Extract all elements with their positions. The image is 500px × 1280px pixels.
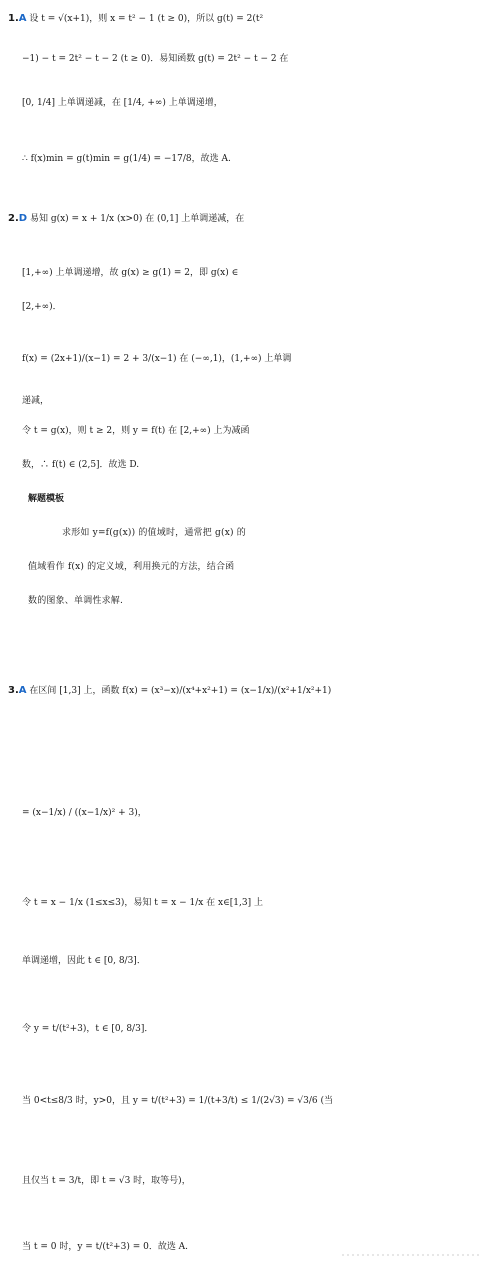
problem-1-number: 1. [8,13,19,24]
problem-3-line-7 [22,1170,500,1192]
template-heading: 解题模板 [28,494,65,504]
problem-2-line-1 [8,208,500,230]
problem-3-line-5 [22,1018,500,1040]
problem-2-text-6: 令 t = g(x)，则 t ≥ 2，则 y = f(t) 在 [2,+∞) 上为减函 [22,426,250,436]
problem-3-text-6: 当 0<t≤8/3 时，y>0，且 y = t/(t²+3) = 1/(t+3/t) ≤ 1/(2√3) = √3/6 (当 [22,1096,334,1106]
problem-2-number: 2. [8,213,19,224]
problem-2-line-4 [22,348,500,370]
problem-2-line-5 [22,390,500,412]
problem-1-text-3: [0, 1/4] 上单调递减，在 [1/4, +∞) 上单调递增， [22,98,223,108]
problem-3-answer: A [18,685,27,696]
problem-1-answer: A [18,13,27,24]
problem-2-text-5: 递减， [22,396,50,406]
problem-3-text-3: 令 t = x − 1/x (1≤x≤3)，易知 t = x − 1/x 在 x∈[1,3] 上 [22,898,263,908]
problem-3-text-4: 单调递增，因此 t ∈ [0, 8/3]． [22,956,146,966]
problem-2-text-1: 易知 g(x) = x + 1/x (x>0) 在 (0,1] 上单调递减，在 [29,214,245,224]
scan-mark [342,1252,482,1258]
problem-3-line-3 [22,892,500,914]
problem-3-text-8: 当 t = 0 时，y = t/(t²+3) = 0．故选 A. [22,1242,189,1252]
problem-2-line-6 [22,420,500,442]
problem-1-text-2: −1) − t = 2t² − t − 2 (t ≥ 0)．易知函数 g(t) = 2t² − t − 2 在 [22,54,289,64]
problem-2-answer: D [18,213,28,224]
problem-3-text-7: 且仅当 t = 3/t，即 t = √3 时，取等号)， [22,1176,191,1186]
problem-3-number: 3. [8,685,19,696]
problem-2-line-3 [22,296,500,318]
problem-1-line-2 [22,48,500,70]
problem-2-text-3: [2,+∞)． [22,302,62,312]
problem-3-line-4 [22,950,500,972]
problem-2-text-7: 数，∴ f(t) ∈ (2,5]．故选 D. [22,460,140,470]
problem-3-line-2 [22,802,500,824]
problem-1-text-1: 设 t = √(x+1)，则 x = t² − 1 (t ≥ 0)，所以 g(t) = 2(t² [29,14,264,24]
problem-1-text-4: ∴ f(x)min = g(t)min = g(1/4) = −17/8，故选 A. [22,154,231,164]
problem-3-line-1 [8,680,500,702]
problem-2-line-2 [22,262,500,284]
template-line-1: 求形如 y=f(g(x)) 的值域时，通常把 g(x) 的 [62,528,246,538]
problem-3-text-2: = (x−1/x) / ((x−1/x)² + 3)， [22,808,147,818]
problem-2-line-7 [22,454,500,476]
template-line-3: 数的图象、单调性求解. [28,596,124,606]
problem-2-text-2: [1,+∞) 上单调递增，故 g(x) ≥ g(1) = 2，即 g(x) ∈ [22,268,239,278]
problem-1-line-1 [8,8,500,30]
problem-3-text-1: 在区间 [1,3] 上，函数 f(x) = (x³−x)/(x⁴+x²+1) = (x−1/x)/(x²+1/x²+1) [29,686,332,696]
problem-3-text-5: 令 y = t/(t²+3)，t ∈ [0, 8/3]． [22,1024,154,1034]
problem-2-text-4: f(x) = (2x+1)/(x−1) = 2 + 3/(x−1) 在 (−∞,1)，(1,+∞) 上单调 [22,354,292,364]
template-line-2: 值域看作 f(x) 的定义域，利用换元的方法，结合函 [28,562,235,572]
problem-1-line-3 [22,92,500,114]
problem-1-line-4 [22,148,500,170]
problem-3-line-6 [22,1090,500,1112]
